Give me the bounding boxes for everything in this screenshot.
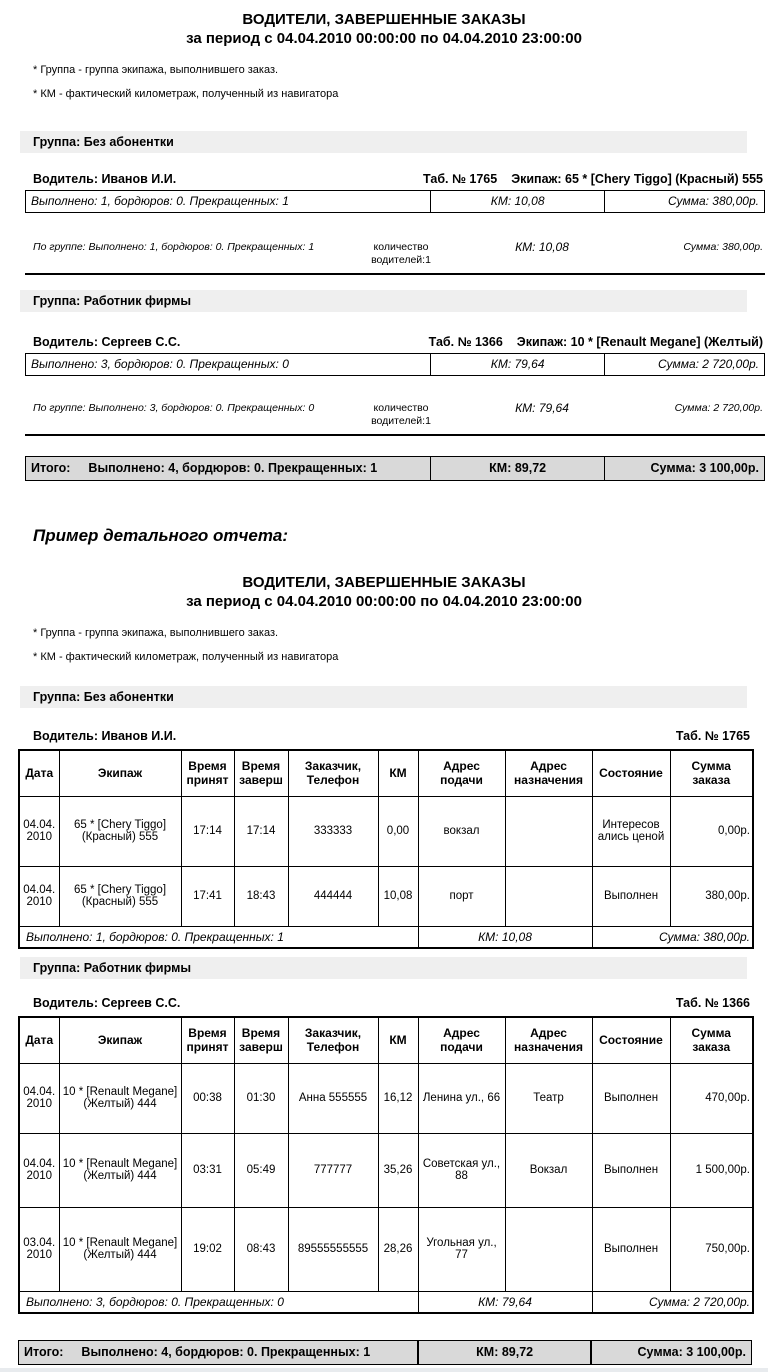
cell-km: 10,08 — [378, 866, 418, 926]
driver-info — [423, 171, 763, 187]
table-footer-sum: Сумма: 380,00р. — [592, 926, 753, 948]
cell-customer-phone: 444444 — [288, 866, 378, 926]
cell-km: 35,26 — [378, 1133, 418, 1207]
cell-status: Выполнен — [592, 866, 670, 926]
cell-date: 03.04. 2010 — [19, 1207, 59, 1291]
driver-info — [429, 334, 763, 350]
grand-total-label: Итого: — [24, 1345, 64, 1359]
driver-tab-number: Таб. № 1765 — [675, 729, 750, 743]
cell-order-sum: 380,00р. — [670, 866, 753, 926]
footnote-group: * Группа - группа экипажа, выполнившего заказ. — [33, 64, 279, 76]
col-header-time-accepted: Время принят — [181, 1017, 234, 1063]
grand-total-done: Итого: Выполнено: 4, бордюров: 0. Прекращенных: 1 — [24, 1345, 371, 1359]
orders-table — [18, 749, 754, 949]
table-header-row — [19, 750, 753, 796]
cell-time-finished: 05:49 — [234, 1133, 288, 1207]
col-header-time-finished: Время заверш — [234, 1017, 288, 1063]
grand-total-sum: Сумма: 3 100,00р. — [604, 457, 764, 480]
table-footer-row — [19, 1291, 753, 1313]
orders-table — [18, 1016, 754, 1314]
cell-date: 04.04. 2010 — [19, 866, 59, 926]
report-period: за период с 04.04.2010 00:00:00 по 04.04.2010 23:00:00 — [186, 30, 582, 47]
cell-crew: 10 * [Renault Megane] (Желтый) 444 — [59, 1133, 181, 1207]
group-header: Группа: Работник фирмы — [20, 290, 747, 312]
col-header-status: Состояние — [592, 1017, 670, 1063]
cell-pickup-address: Угольная ул., 77 — [418, 1207, 505, 1291]
group-header: Группа: Без абонентки — [20, 131, 747, 153]
driver-line — [33, 728, 750, 744]
cell-date: 04.04. 2010 — [19, 1133, 59, 1207]
cell-time-accepted: 17:41 — [181, 866, 234, 926]
col-header-customer-phone: Заказчик, Телефон — [288, 1017, 378, 1063]
horizontal-scrollbar-track[interactable] — [0, 1368, 768, 1372]
group-drivers-count: количество водителей:1 — [371, 402, 431, 427]
cell-time-accepted: 00:38 — [181, 1063, 234, 1133]
driver-totals-sum: Сумма: 380,00р. — [604, 191, 764, 212]
report-title: ВОДИТЕЛИ, ЗАВЕРШЕННЫЕ ЗАКАЗЫ — [242, 574, 526, 591]
driver-crew: Экипаж: 65 * [Chery Tiggo] (Красный) 555 — [511, 172, 763, 186]
group-totals-km: КМ: 10,08 — [515, 240, 569, 254]
cell-date: 04.04. 2010 — [19, 1063, 59, 1133]
cell-status: Интересов ались ценой — [592, 796, 670, 866]
cell-customer-phone: 777777 — [288, 1133, 378, 1207]
cell-pickup-address: Советская ул., 88 — [418, 1133, 505, 1207]
driver-crew: Экипаж: 10 * [Renault Megane] (Желтый) — [516, 335, 763, 349]
grand-total-done: Итого: Выполнено: 4, бордюров: 0. Прекращенных: 1 — [31, 461, 378, 475]
group-totals-km: КМ: 79,64 — [515, 401, 569, 415]
table-footer-km: КМ: 79,64 — [418, 1291, 592, 1313]
col-header-date: Дата — [19, 1017, 59, 1063]
driver-totals-done: Выполнено: 1, бордюров: 0. Прекращенных: 1 — [31, 194, 289, 208]
cell-destination-address: Вокзал — [505, 1133, 592, 1207]
driver-tab-number: Таб. № 1765 — [423, 172, 498, 186]
table-footer-done: Выполнено: 3, бордюров: 0. Прекращенных: 0 — [19, 1291, 418, 1313]
table-footer-row — [19, 926, 753, 948]
cell-customer-phone: 89555555555 — [288, 1207, 378, 1291]
driver-tab-number: Таб. № 1366 — [675, 996, 750, 1010]
cell-time-accepted: 19:02 — [181, 1207, 234, 1291]
col-header-pickup-address: Адрес подачи — [418, 1017, 505, 1063]
col-header-crew: Экипаж — [59, 750, 181, 796]
cell-order-sum: 0,00р. — [670, 796, 753, 866]
cell-status: Выполнен — [592, 1063, 670, 1133]
cell-km: 16,12 — [378, 1063, 418, 1133]
cell-status: Выполнен — [592, 1133, 670, 1207]
cell-destination-address: Театр — [505, 1063, 592, 1133]
group-totals-done: По группе: Выполнено: 1, бордюров: 0. Прекращенных: 1 — [33, 241, 315, 253]
cell-km: 0,00 — [378, 796, 418, 866]
cell-time-finished: 17:14 — [234, 796, 288, 866]
cell-order-sum: 470,00р. — [670, 1063, 753, 1133]
grand-total-label: Итого: — [31, 461, 71, 475]
cell-pickup-address: вокзал — [418, 796, 505, 866]
cell-crew: 10 * [Renault Megane] (Желтый) 444 — [59, 1207, 181, 1291]
table-header-row — [19, 1017, 753, 1063]
order-row — [19, 1207, 753, 1291]
table-footer-km: КМ: 10,08 — [418, 926, 592, 948]
cell-km: 28,26 — [378, 1207, 418, 1291]
cell-destination-address — [505, 1207, 592, 1291]
order-row — [19, 866, 753, 926]
cell-customer-phone: 333333 — [288, 796, 378, 866]
driver-totals-sum: Сумма: 2 720,00р. — [604, 354, 764, 375]
driver-totals-km: КМ: 10,08 — [430, 191, 605, 212]
cell-time-finished: 18:43 — [234, 866, 288, 926]
driver-name: Водитель: Иванов И.И. — [33, 729, 177, 743]
group-totals-sum: Сумма: 380,00р. — [683, 241, 763, 253]
cell-crew: 65 * [Chery Tiggo] (Красный) 555 — [59, 866, 181, 926]
group-drivers-count: количество водителей:1 — [371, 241, 431, 266]
group-header: Группа: Работник фирмы — [20, 957, 747, 979]
driver-line — [33, 995, 750, 1011]
driver-totals-km: КМ: 79,64 — [430, 354, 605, 375]
cell-destination-address — [505, 796, 592, 866]
driver-line — [33, 334, 763, 350]
col-header-time-accepted: Время принят — [181, 750, 234, 796]
col-header-order-sum: Сумма заказа — [670, 750, 753, 796]
driver-totals-row — [25, 190, 765, 213]
cell-order-sum: 1 500,00р. — [670, 1133, 753, 1207]
cell-order-sum: 750,00р. — [670, 1207, 753, 1291]
grand-total-row — [25, 456, 765, 481]
group-totals-row — [25, 241, 765, 275]
grand-total-row — [18, 1340, 752, 1365]
example-caption: Пример детального отчета: — [33, 526, 289, 545]
driver-tab-number: Таб. № 1366 — [428, 335, 503, 349]
cell-customer-phone: Анна 555555 — [288, 1063, 378, 1133]
grand-total-km: КМ: 89,72 — [417, 1341, 591, 1364]
driver-name: Водитель: Сергеев С.С. — [33, 996, 181, 1010]
col-header-order-sum: Сумма заказа — [670, 1017, 753, 1063]
col-header-crew: Экипаж — [59, 1017, 181, 1063]
grand-total-sum: Сумма: 3 100,00р. — [590, 1341, 751, 1364]
footnote-group: * Группа - группа экипажа, выполнившего заказ. — [33, 627, 279, 639]
cell-pickup-address: Ленина ул., 66 — [418, 1063, 505, 1133]
group-totals-sum: Сумма: 2 720,00р. — [674, 402, 763, 414]
group-header: Группа: Без абонентки — [20, 686, 747, 708]
table-footer-sum: Сумма: 2 720,00р. — [592, 1291, 753, 1313]
col-header-pickup-address: Адрес подачи — [418, 750, 505, 796]
cell-crew: 10 * [Renault Megane] (Желтый) 444 — [59, 1063, 181, 1133]
driver-line — [33, 171, 763, 187]
driver-totals-done: Выполнено: 3, бордюров: 0. Прекращенных: 0 — [31, 357, 289, 371]
cell-time-accepted: 17:14 — [181, 796, 234, 866]
col-header-date: Дата — [19, 750, 59, 796]
col-header-destination-address: Адрес назначения — [505, 1017, 592, 1063]
report-period: за период с 04.04.2010 00:00:00 по 04.04.2010 23:00:00 — [186, 593, 582, 610]
cell-destination-address — [505, 866, 592, 926]
driver-totals-row — [25, 353, 765, 376]
cell-date: 04.04. 2010 — [19, 796, 59, 866]
col-header-customer-phone: Заказчик, Телефон — [288, 750, 378, 796]
footnote-km: * КМ - фактический километраж, полученный из навигатора — [33, 88, 339, 100]
cell-time-accepted: 03:31 — [181, 1133, 234, 1207]
cell-time-finished: 08:43 — [234, 1207, 288, 1291]
col-header-km: КМ — [378, 1017, 418, 1063]
group-totals-done: По группе: Выполнено: 3, бордюров: 0. Прекращенных: 0 — [33, 402, 315, 414]
group-totals-row — [25, 402, 765, 436]
col-header-status: Состояние — [592, 750, 670, 796]
driver-name: Водитель: Иванов И.И. — [33, 172, 177, 186]
cell-crew: 65 * [Chery Tiggo] (Красный) 555 — [59, 796, 181, 866]
grand-total-km: КМ: 89,72 — [430, 457, 605, 480]
cell-pickup-address: порт — [418, 866, 505, 926]
col-header-km: КМ — [378, 750, 418, 796]
col-header-destination-address: Адрес назначения — [505, 750, 592, 796]
footnote-km: * КМ - фактический километраж, полученный из навигатора — [33, 651, 339, 663]
order-row — [19, 1063, 753, 1133]
driver-name: Водитель: Сергеев С.С. — [33, 335, 181, 349]
col-header-time-finished: Время заверш — [234, 750, 288, 796]
order-row — [19, 1133, 753, 1207]
cell-time-finished: 01:30 — [234, 1063, 288, 1133]
report-title: ВОДИТЕЛИ, ЗАВЕРШЕННЫЕ ЗАКАЗЫ — [242, 11, 526, 28]
order-row — [19, 796, 753, 866]
cell-status: Выполнен — [592, 1207, 670, 1291]
table-footer-done: Выполнено: 1, бордюров: 0. Прекращенных: 1 — [19, 926, 418, 948]
